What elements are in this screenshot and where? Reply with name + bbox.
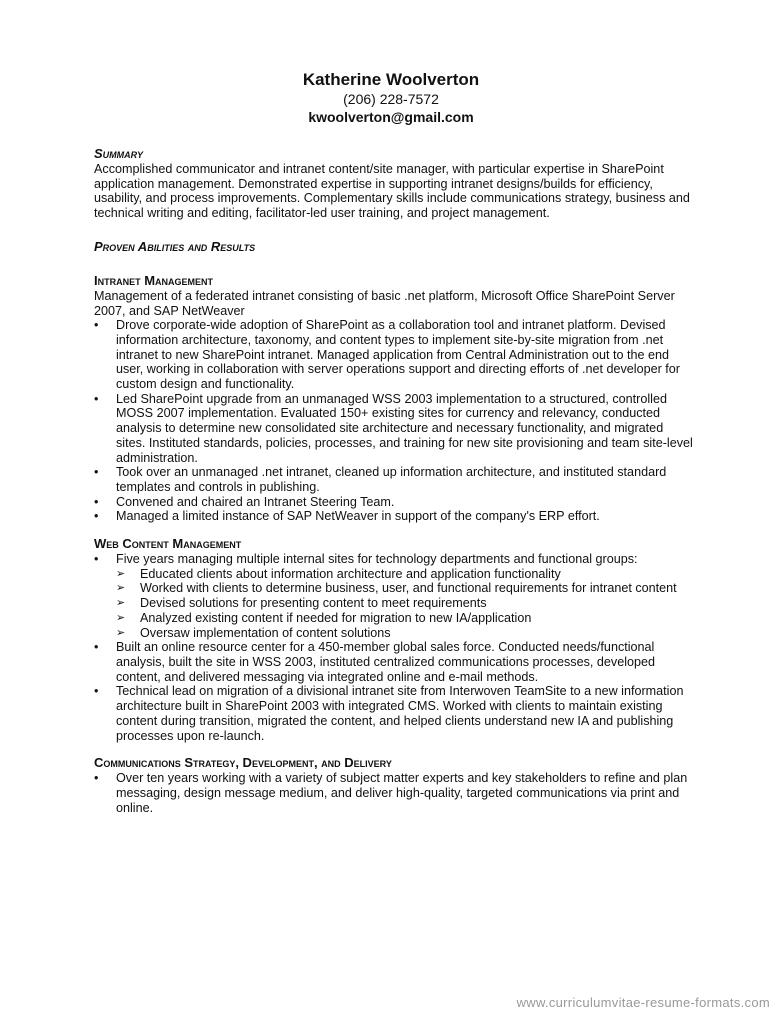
webcontent-heading: Web Content Management <box>94 536 242 552</box>
comms-heading: Communications Strategy, Development, and Delivery <box>94 755 392 771</box>
list-item-text: Over ten years working with a variety of subject matter experts and key stakeholders to refine and plan messaging, design message medium, and deliver high-quality, targeted communications via print and online. <box>116 771 688 815</box>
list-item <box>94 552 694 640</box>
arrow-bullet-icon: ➢ <box>116 611 126 624</box>
list-item-text: Five years managing multiple internal sites for technology departments and functional groups: <box>116 552 638 567</box>
list-item <box>94 318 694 392</box>
candidate-phone: (206) 228-7572 <box>343 91 439 107</box>
intranet-list <box>94 318 694 524</box>
sub-list-item <box>116 581 694 596</box>
list-item-text: Technical lead on migration of a divisional intranet site from Interwoven TeamSite to a new information architecture built in SharePoint 2003 with integrated CMS. Worked with clients to maintain existing content during transition, migrated the content, and helped clients understand new IA and publishing processes upon re-launch. <box>116 684 684 743</box>
list-item-text: Convened and chaired an Intranet Steering Team. <box>116 494 395 509</box>
list-item <box>94 509 694 524</box>
sub-list-item-text: Oversaw implementation of content solutions <box>140 625 391 640</box>
intranet-intro: Management of a federated intranet consisting of basic .net platform, Microsoft Office SharePoint Server 2007, and SAP NetWeaver <box>94 288 675 318</box>
sub-list-item-text: Worked with clients to determine business, user, and functional requirements for intranet content <box>140 581 677 596</box>
webcontent-list <box>94 552 694 743</box>
sub-list-item-text: Devised solutions for presenting content to meet requirements <box>140 596 487 611</box>
bullet-dot-icon: • <box>94 552 99 567</box>
bullet-dot-icon: • <box>94 771 99 786</box>
abilities-heading: Proven Abilities and Results <box>94 238 256 254</box>
list-item <box>94 465 694 494</box>
intranet-heading: Intranet Management <box>94 272 214 288</box>
arrow-bullet-icon: ➢ <box>116 567 126 580</box>
bullet-dot-icon: • <box>94 391 99 406</box>
footer-watermark: www.curriculumvitae-resume-formats.com <box>516 995 770 1010</box>
list-item-text: Took over an unmanaged .net intranet, cleaned up information architecture, and instituted standard templates and controls in publishing. <box>116 465 667 494</box>
candidate-name: Katherine Woolverton <box>302 70 480 89</box>
summary-text: Accomplished communicator and intranet content/site manager, with particular expertise in SharePoint application management. Demonstrated expertise in supporting intranet designs/builds for efficiency, usability, and process improvements. Complementary skills include communications strategy, business and technical writing and editing, facilitator-led user training, and project management. <box>94 162 690 221</box>
list-item-text: Managed a limited instance of SAP NetWeaver in support of the company's ERP effort. <box>116 509 600 524</box>
list-item <box>94 684 694 743</box>
comms-list <box>94 771 694 815</box>
list-item <box>94 771 694 815</box>
list-item <box>94 640 694 684</box>
bullet-dot-icon: • <box>94 684 99 699</box>
sub-list-item-text: Educated clients about information architecture and application functionality <box>140 566 561 581</box>
sub-list-item <box>116 596 694 611</box>
arrow-bullet-icon: ➢ <box>116 597 126 610</box>
bullet-dot-icon: • <box>94 318 99 333</box>
list-item-text: Drove corporate-wide adoption of SharePoint as a collaboration tool and intranet platform. Devised information architecture, taxonomy, and content types to implement site-by-site migration from .net intranet to new SharePoint intranet. Managed application from Central Administration out to the end user, working in collaboration with server operations support and directing efforts of .net developer for custom design and functionality. <box>116 318 681 392</box>
bullet-dot-icon: • <box>94 640 99 655</box>
list-item-text: Built an online resource center for a 450-member global sales force. Conducted needs/functional analysis, built the site in WSS 2003, instituted centralized communications processes, developed content, and delivered messaging via integrated online and e-mail methods. <box>116 640 656 684</box>
list-item-text: Led SharePoint upgrade from an unmanaged WSS 2003 implementation to a structured, controlled MOSS 2007 implementation. Evaluated 150+ existing sites for currency and relevancy, conducted analysis to determine new consolidated site architecture and necessary functionality, and migrated sites. Instituted standards, policies, processes, and training for new site provisioning and team site-level administration. <box>116 391 693 465</box>
summary-heading: Summary <box>94 146 144 161</box>
list-item <box>94 495 694 510</box>
sub-list-item <box>116 626 694 641</box>
candidate-email: kwoolverton@gmail.com <box>308 109 474 125</box>
arrow-bullet-icon: ➢ <box>116 582 126 595</box>
bullet-dot-icon: • <box>94 494 99 509</box>
webcontent-sublist <box>116 567 694 641</box>
list-item <box>94 392 694 466</box>
sub-list-item-text: Analyzed existing content if needed for migration to new IA/application <box>140 610 532 625</box>
arrow-bullet-icon: ➢ <box>116 626 126 639</box>
bullet-dot-icon: • <box>94 509 99 524</box>
resume-header <box>0 70 782 126</box>
bullet-dot-icon: • <box>94 465 99 480</box>
sub-list-item <box>116 611 694 626</box>
sub-list-item <box>116 567 694 582</box>
resume-body <box>94 146 694 815</box>
